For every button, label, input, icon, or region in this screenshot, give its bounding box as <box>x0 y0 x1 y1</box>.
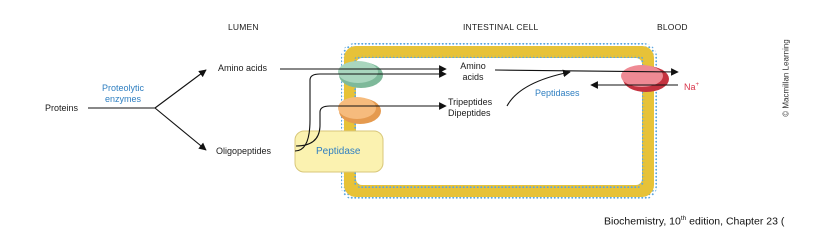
copyright-notice: © Macmillan Learning <box>781 39 791 117</box>
arrow-to-oligopeptides <box>155 108 206 150</box>
figure-caption <box>604 215 784 228</box>
caption-suffix: edition, Chapter 23 ( <box>686 215 785 228</box>
dipeptides-label: Dipeptides <box>448 108 491 118</box>
caption-prefix: Biochemistry, 10 <box>604 215 681 228</box>
amino-cell-line2: acids <box>462 72 484 82</box>
amino-cell-line1: Amino <box>460 61 486 71</box>
blood-header: BLOOD <box>657 22 688 32</box>
sodium-charge: + <box>695 82 700 88</box>
intestinal-cell-header: INTESTINAL CELL <box>463 22 539 32</box>
amino-acids-cell-label <box>448 61 498 83</box>
lumen-header: LUMEN <box>228 22 259 32</box>
proteolytic-enzymes-label <box>94 83 152 105</box>
sodium-base: Na <box>684 82 696 92</box>
peptidase-label: Peptidase <box>316 146 361 157</box>
amino-acids-lumen-label: Amino acids <box>218 63 268 73</box>
caption-sup: th <box>680 215 687 222</box>
proteins-label: Proteins <box>45 103 79 113</box>
proteolytic-line2: enzymes <box>104 94 141 104</box>
cell-membrane <box>341 43 657 200</box>
arrow-to-amino-acids <box>155 70 206 108</box>
oligopeptides-label: Oligopeptides <box>216 146 272 156</box>
tripeptides-label: Tripeptides <box>448 97 493 107</box>
peptidases-label: Peptidases <box>535 88 580 98</box>
proteolytic-line1: Proteolytic <box>101 83 145 93</box>
sodium-label <box>684 80 699 93</box>
